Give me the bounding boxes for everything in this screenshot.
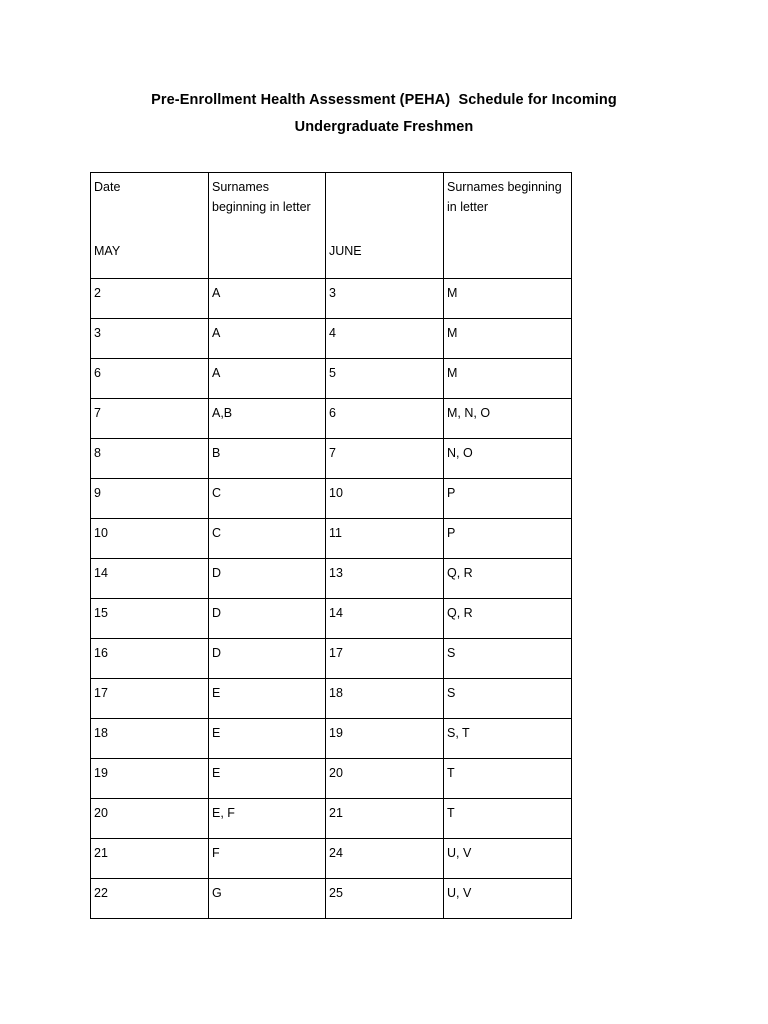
header-cell-june-surnames bbox=[444, 173, 572, 279]
document-title-line-1: Pre-Enrollment Health Assessment (PEHA) Schedule for Incoming bbox=[151, 92, 617, 108]
table-row bbox=[91, 679, 572, 719]
table-row bbox=[91, 439, 572, 479]
june-date-cell: 5 bbox=[326, 359, 444, 399]
june-surnames-cell: Q, R bbox=[444, 559, 572, 599]
june-surnames-cell: M bbox=[444, 319, 572, 359]
june-surnames-cell: M bbox=[444, 279, 572, 319]
header-may-label: MAY bbox=[94, 244, 121, 258]
table-row bbox=[91, 519, 572, 559]
may-surnames-cell: C bbox=[209, 479, 326, 519]
june-surnames-cell: U, V bbox=[444, 879, 572, 919]
may-date-cell: 8 bbox=[91, 439, 209, 479]
header-june-label: JUNE bbox=[329, 244, 362, 258]
table-row bbox=[91, 399, 572, 439]
header-cell-june-date bbox=[326, 173, 444, 279]
document-title-line-2: Undergraduate Freshmen bbox=[294, 119, 474, 135]
may-date-cell: 3 bbox=[91, 319, 209, 359]
may-surnames-cell: A bbox=[209, 279, 326, 319]
may-date-cell: 20 bbox=[91, 799, 209, 839]
june-date-cell: 19 bbox=[326, 719, 444, 759]
table-row bbox=[91, 319, 572, 359]
june-date-cell: 17 bbox=[326, 639, 444, 679]
may-date-cell: 9 bbox=[91, 479, 209, 519]
june-date-cell: 10 bbox=[326, 479, 444, 519]
june-surnames-cell: S bbox=[444, 679, 572, 719]
may-surnames-cell: F bbox=[209, 839, 326, 879]
may-date-cell: 15 bbox=[91, 599, 209, 639]
june-date-cell: 18 bbox=[326, 679, 444, 719]
may-surnames-cell: B bbox=[209, 439, 326, 479]
june-date-cell: 25 bbox=[326, 879, 444, 919]
may-surnames-cell: E bbox=[209, 679, 326, 719]
june-surnames-cell: T bbox=[444, 759, 572, 799]
june-date-cell: 21 bbox=[326, 799, 444, 839]
may-surnames-cell: A,B bbox=[209, 399, 326, 439]
table-row bbox=[91, 359, 572, 399]
june-date-cell: 6 bbox=[326, 399, 444, 439]
header-cell-may-surnames bbox=[209, 173, 326, 279]
june-surnames-cell: U, V bbox=[444, 839, 572, 879]
may-surnames-cell: E, F bbox=[209, 799, 326, 839]
may-date-cell: 10 bbox=[91, 519, 209, 559]
june-date-cell: 14 bbox=[326, 599, 444, 639]
may-surnames-cell: E bbox=[209, 759, 326, 799]
table-row bbox=[91, 639, 572, 679]
june-date-cell: 3 bbox=[326, 279, 444, 319]
may-date-cell: 21 bbox=[91, 839, 209, 879]
table-row bbox=[91, 599, 572, 639]
may-surnames-cell: D bbox=[209, 599, 326, 639]
header-cell-may-date bbox=[91, 173, 209, 279]
may-date-cell: 18 bbox=[91, 719, 209, 759]
may-surnames-cell: A bbox=[209, 319, 326, 359]
may-date-cell: 2 bbox=[91, 279, 209, 319]
may-date-cell: 14 bbox=[91, 559, 209, 599]
may-date-cell: 22 bbox=[91, 879, 209, 919]
header-may-surnames-label: Surnames beginning in letter bbox=[212, 180, 311, 214]
table-row bbox=[91, 799, 572, 839]
june-surnames-cell: P bbox=[444, 519, 572, 559]
may-surnames-cell: A bbox=[209, 359, 326, 399]
june-date-cell: 24 bbox=[326, 839, 444, 879]
may-surnames-cell: E bbox=[209, 719, 326, 759]
june-date-cell: 11 bbox=[326, 519, 444, 559]
table-row bbox=[91, 879, 572, 919]
header-date-label: Date bbox=[94, 180, 121, 194]
june-surnames-cell: Q, R bbox=[444, 599, 572, 639]
june-surnames-cell: T bbox=[444, 799, 572, 839]
june-surnames-cell: P bbox=[444, 479, 572, 519]
may-date-cell: 16 bbox=[91, 639, 209, 679]
june-surnames-cell: M bbox=[444, 359, 572, 399]
may-date-cell: 6 bbox=[91, 359, 209, 399]
may-date-cell: 17 bbox=[91, 679, 209, 719]
table-row bbox=[91, 719, 572, 759]
table-row bbox=[91, 479, 572, 519]
june-date-cell: 7 bbox=[326, 439, 444, 479]
june-date-cell: 4 bbox=[326, 319, 444, 359]
may-date-cell: 7 bbox=[91, 399, 209, 439]
may-surnames-cell: D bbox=[209, 559, 326, 599]
june-surnames-cell: S, T bbox=[444, 719, 572, 759]
table-row bbox=[91, 759, 572, 799]
schedule-table bbox=[90, 172, 572, 919]
june-date-cell: 13 bbox=[326, 559, 444, 599]
table-row bbox=[91, 559, 572, 599]
june-surnames-cell: S bbox=[444, 639, 572, 679]
may-surnames-cell: G bbox=[209, 879, 326, 919]
june-surnames-cell: M, N, O bbox=[444, 399, 572, 439]
table-row bbox=[91, 279, 572, 319]
table-header-row bbox=[91, 173, 572, 279]
header-june-surnames-label: Surnames beginning in letter bbox=[447, 180, 562, 214]
june-surnames-cell: N, O bbox=[444, 439, 572, 479]
june-date-cell: 20 bbox=[326, 759, 444, 799]
may-date-cell: 19 bbox=[91, 759, 209, 799]
may-surnames-cell: C bbox=[209, 519, 326, 559]
table-row bbox=[91, 839, 572, 879]
may-surnames-cell: D bbox=[209, 639, 326, 679]
